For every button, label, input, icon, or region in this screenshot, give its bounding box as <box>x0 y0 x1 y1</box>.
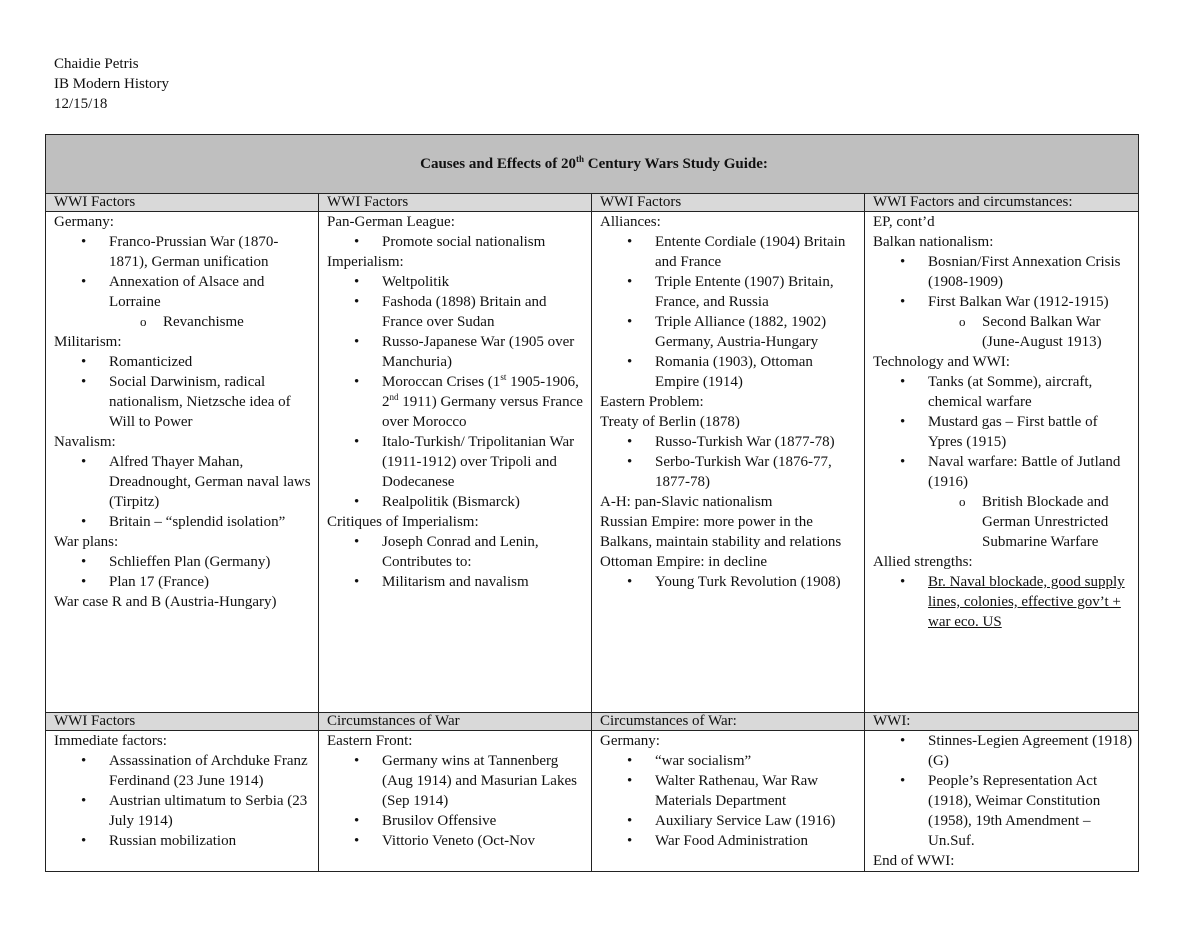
cell-immediate-factors <box>46 731 319 872</box>
list-item-text: Moroccan Crises (1 <box>382 374 501 390</box>
cell-balkan-technology <box>865 212 1139 713</box>
section-heading: Eastern Problem: <box>600 394 704 410</box>
list-item: • Schlieffen Plan (Germany) <box>109 552 314 572</box>
list-item-text: First Balkan War (1912-1915) <box>928 294 1109 310</box>
bullet-list <box>327 272 587 512</box>
sub-list <box>928 492 1134 552</box>
ordinal-sup: st <box>500 372 507 382</box>
list-item: • Britain – “splendid isolation” <box>109 512 314 532</box>
list-item: • Br. Naval blockade, good supply lines, colonies, effective gov’t + war eco. US <box>928 572 1134 632</box>
list-item: • Weltpolitik <box>382 272 587 292</box>
bullet-list <box>327 532 587 592</box>
list-item: • Assassination of Archduke Franz Ferdinand (23 June 1914) <box>109 751 314 791</box>
list-item-text: 1905-1906, 2 <box>382 374 579 410</box>
section-heading: Germany: <box>54 214 114 230</box>
cell-wwi-end <box>865 731 1139 872</box>
cell-germany-home-front <box>592 731 865 872</box>
list-item: • Serbo-Turkish War (1876-77, 1877-78) <box>655 452 860 492</box>
list-item: • People’s Representation Act (1918), Weimar Constitution (1958), 19th Amendment – Un.Suf. <box>928 771 1134 851</box>
course-name: IB Modern History <box>54 76 169 92</box>
column-header: WWI Factors and circumstances: <box>865 194 1139 212</box>
list-item: • Social Darwinism, radical nationalism, Nietzsche idea of Will to Power <box>109 372 314 432</box>
sub-list <box>109 312 314 332</box>
list-item: • Austrian ultimatum to Serbia (23 July 1914) <box>109 791 314 831</box>
bullet-list <box>327 232 587 252</box>
section-heading: War case R and B (Austria-Hungary) <box>54 594 277 610</box>
section-heading: Technology and WWI: <box>873 354 1010 370</box>
section-heading: Treaty of Berlin (1878) <box>600 414 740 430</box>
list-item-text: 1911) Germany versus France over Morocco <box>382 394 583 430</box>
list-item: • Realpolitik (Bismarck) <box>382 492 587 512</box>
bullet-list <box>54 352 314 432</box>
section-heading: Pan-German League: <box>327 214 455 230</box>
sub-list-item: o Revanchisme <box>163 312 314 332</box>
section-heading: Eastern Front: <box>327 733 413 749</box>
list-item: • Brusilov Offensive <box>382 811 587 831</box>
list-item: • Alfred Thayer Mahan, Dreadnought, German naval laws (Tirpitz) <box>109 452 314 512</box>
cell-alliances-eastern-problem <box>592 212 865 713</box>
section-heading: Imperialism: <box>327 254 404 270</box>
list-item: • Italo-Turkish/ Tripolitanian War (1911-1912) over Tripoli and Dodecanese <box>382 432 587 492</box>
list-item <box>928 452 1134 552</box>
bullet-list <box>54 232 314 332</box>
document-header <box>54 54 169 114</box>
list-item: • Vittorio Veneto (Oct-Nov <box>382 831 587 851</box>
column-header: WWI Factors <box>46 194 319 212</box>
list-item: • Auxiliary Service Law (1916) <box>655 811 860 831</box>
author-name: Chaidie Petris <box>54 56 139 72</box>
list-item: • Promote social nationalism <box>382 232 587 252</box>
list-item: • Entente Cordiale (1904) Britain and France <box>655 232 860 272</box>
bullet-list <box>600 432 860 492</box>
column-header: WWI Factors <box>592 194 865 212</box>
list-item: • Germany wins at Tannenberg (Aug 1914) and Masurian Lakes (Sep 1914) <box>382 751 587 811</box>
bullet-list <box>600 751 860 851</box>
list-item: • Young Turk Revolution (1908) <box>655 572 860 592</box>
title-text: Causes and Effects of 20 <box>420 156 576 172</box>
list-item: • Plan 17 (France) <box>109 572 314 592</box>
list-item <box>382 372 587 432</box>
list-item: • Walter Rathenau, War Raw Materials Department <box>655 771 860 811</box>
document-date: 12/15/18 <box>54 96 108 112</box>
list-item: • Romanticized <box>109 352 314 372</box>
sub-list <box>928 312 1134 352</box>
list-item: • War Food Administration <box>655 831 860 851</box>
bullet-list <box>873 372 1134 552</box>
table-title <box>46 135 1139 194</box>
list-item-text: Naval warfare: Battle of Jutland (1916) <box>928 454 1121 490</box>
list-item: • Russo-Japanese War (1905 over Manchuria) <box>382 332 587 372</box>
list-item: • Triple Entente (1907) Britain, France, and Russia <box>655 272 860 312</box>
list-item: • Bosnian/First Annexation Crisis (1908-1909) <box>928 252 1134 292</box>
bullet-list <box>873 731 1134 851</box>
bullet-list <box>873 572 1134 632</box>
list-item: • Joseph Conrad and Lenin, Contributes to: <box>382 532 587 572</box>
section-heading: Balkan nationalism: <box>873 234 994 250</box>
cell-causes-germany <box>46 212 319 713</box>
column-header: WWI: <box>865 713 1139 731</box>
section-heading: Immediate factors: <box>54 733 167 749</box>
study-guide-table <box>45 134 1139 872</box>
list-item: • Militarism and navalism <box>382 572 587 592</box>
column-header: Circumstances of War <box>319 713 592 731</box>
section-heading: War plans: <box>54 534 119 550</box>
list-item <box>928 292 1134 352</box>
list-item: • Mustard gas – First battle of Ypres (1915) <box>928 412 1134 452</box>
sub-list-item: o British Blockade and German Unrestricted Submarine Warfare <box>982 492 1134 552</box>
list-item <box>109 272 314 332</box>
list-item: • Franco-Prussian War (1870-1871), German unification <box>109 232 314 272</box>
list-item: • Russian mobilization <box>109 831 314 851</box>
section-heading: Navalism: <box>54 434 116 450</box>
cell-pangerman-imperialism <box>319 212 592 713</box>
list-item-text: Annexation of Alsace and Lorraine <box>109 274 265 310</box>
title-sup: th <box>575 154 584 164</box>
section-heading: End of WWI: <box>873 853 955 869</box>
section-heading: Critiques of Imperialism: <box>327 514 479 530</box>
bullet-list <box>54 552 314 592</box>
column-header: WWI Factors <box>46 713 319 731</box>
bullet-list <box>873 252 1134 352</box>
list-item: • Tanks (at Somme), aircraft, chemical warfare <box>928 372 1134 412</box>
bullet-list <box>327 751 587 851</box>
bullet-list <box>54 751 314 851</box>
bullet-list <box>54 452 314 532</box>
bullet-list <box>600 232 860 392</box>
section-heading: Allied strengths: <box>873 554 973 570</box>
bullet-list <box>600 572 860 592</box>
ordinal-sup: nd <box>389 392 399 402</box>
list-item: • Romania (1903), Ottoman Empire (1914) <box>655 352 860 392</box>
list-item: • Stinnes-Legien Agreement (1918) (G) <box>928 731 1134 771</box>
list-item: • Fashoda (1898) Britain and France over Sudan <box>382 292 587 332</box>
section-heading: Germany: <box>600 733 660 749</box>
list-item: • Russo-Turkish War (1877-78) <box>655 432 860 452</box>
section-heading: EP, cont’d <box>873 214 935 230</box>
text-line: Ottoman Empire: in decline <box>600 554 768 570</box>
list-item: • “war socialism” <box>655 751 860 771</box>
column-header: WWI Factors <box>319 194 592 212</box>
column-header: Circumstances of War: <box>592 713 865 731</box>
title-text-end: Century Wars Study Guide: <box>583 156 768 172</box>
sub-list-item: o Second Balkan War (June-August 1913) <box>982 312 1134 352</box>
text-line: Russian Empire: more power in the Balkans, maintain stability and relations <box>600 514 842 550</box>
cell-eastern-front <box>319 731 592 872</box>
section-heading: Militarism: <box>54 334 122 350</box>
text-line: A-H: pan-Slavic nationalism <box>600 494 773 510</box>
list-item: • Triple Alliance (1882, 1902) Germany, Austria-Hungary <box>655 312 860 352</box>
section-heading: Alliances: <box>600 214 661 230</box>
